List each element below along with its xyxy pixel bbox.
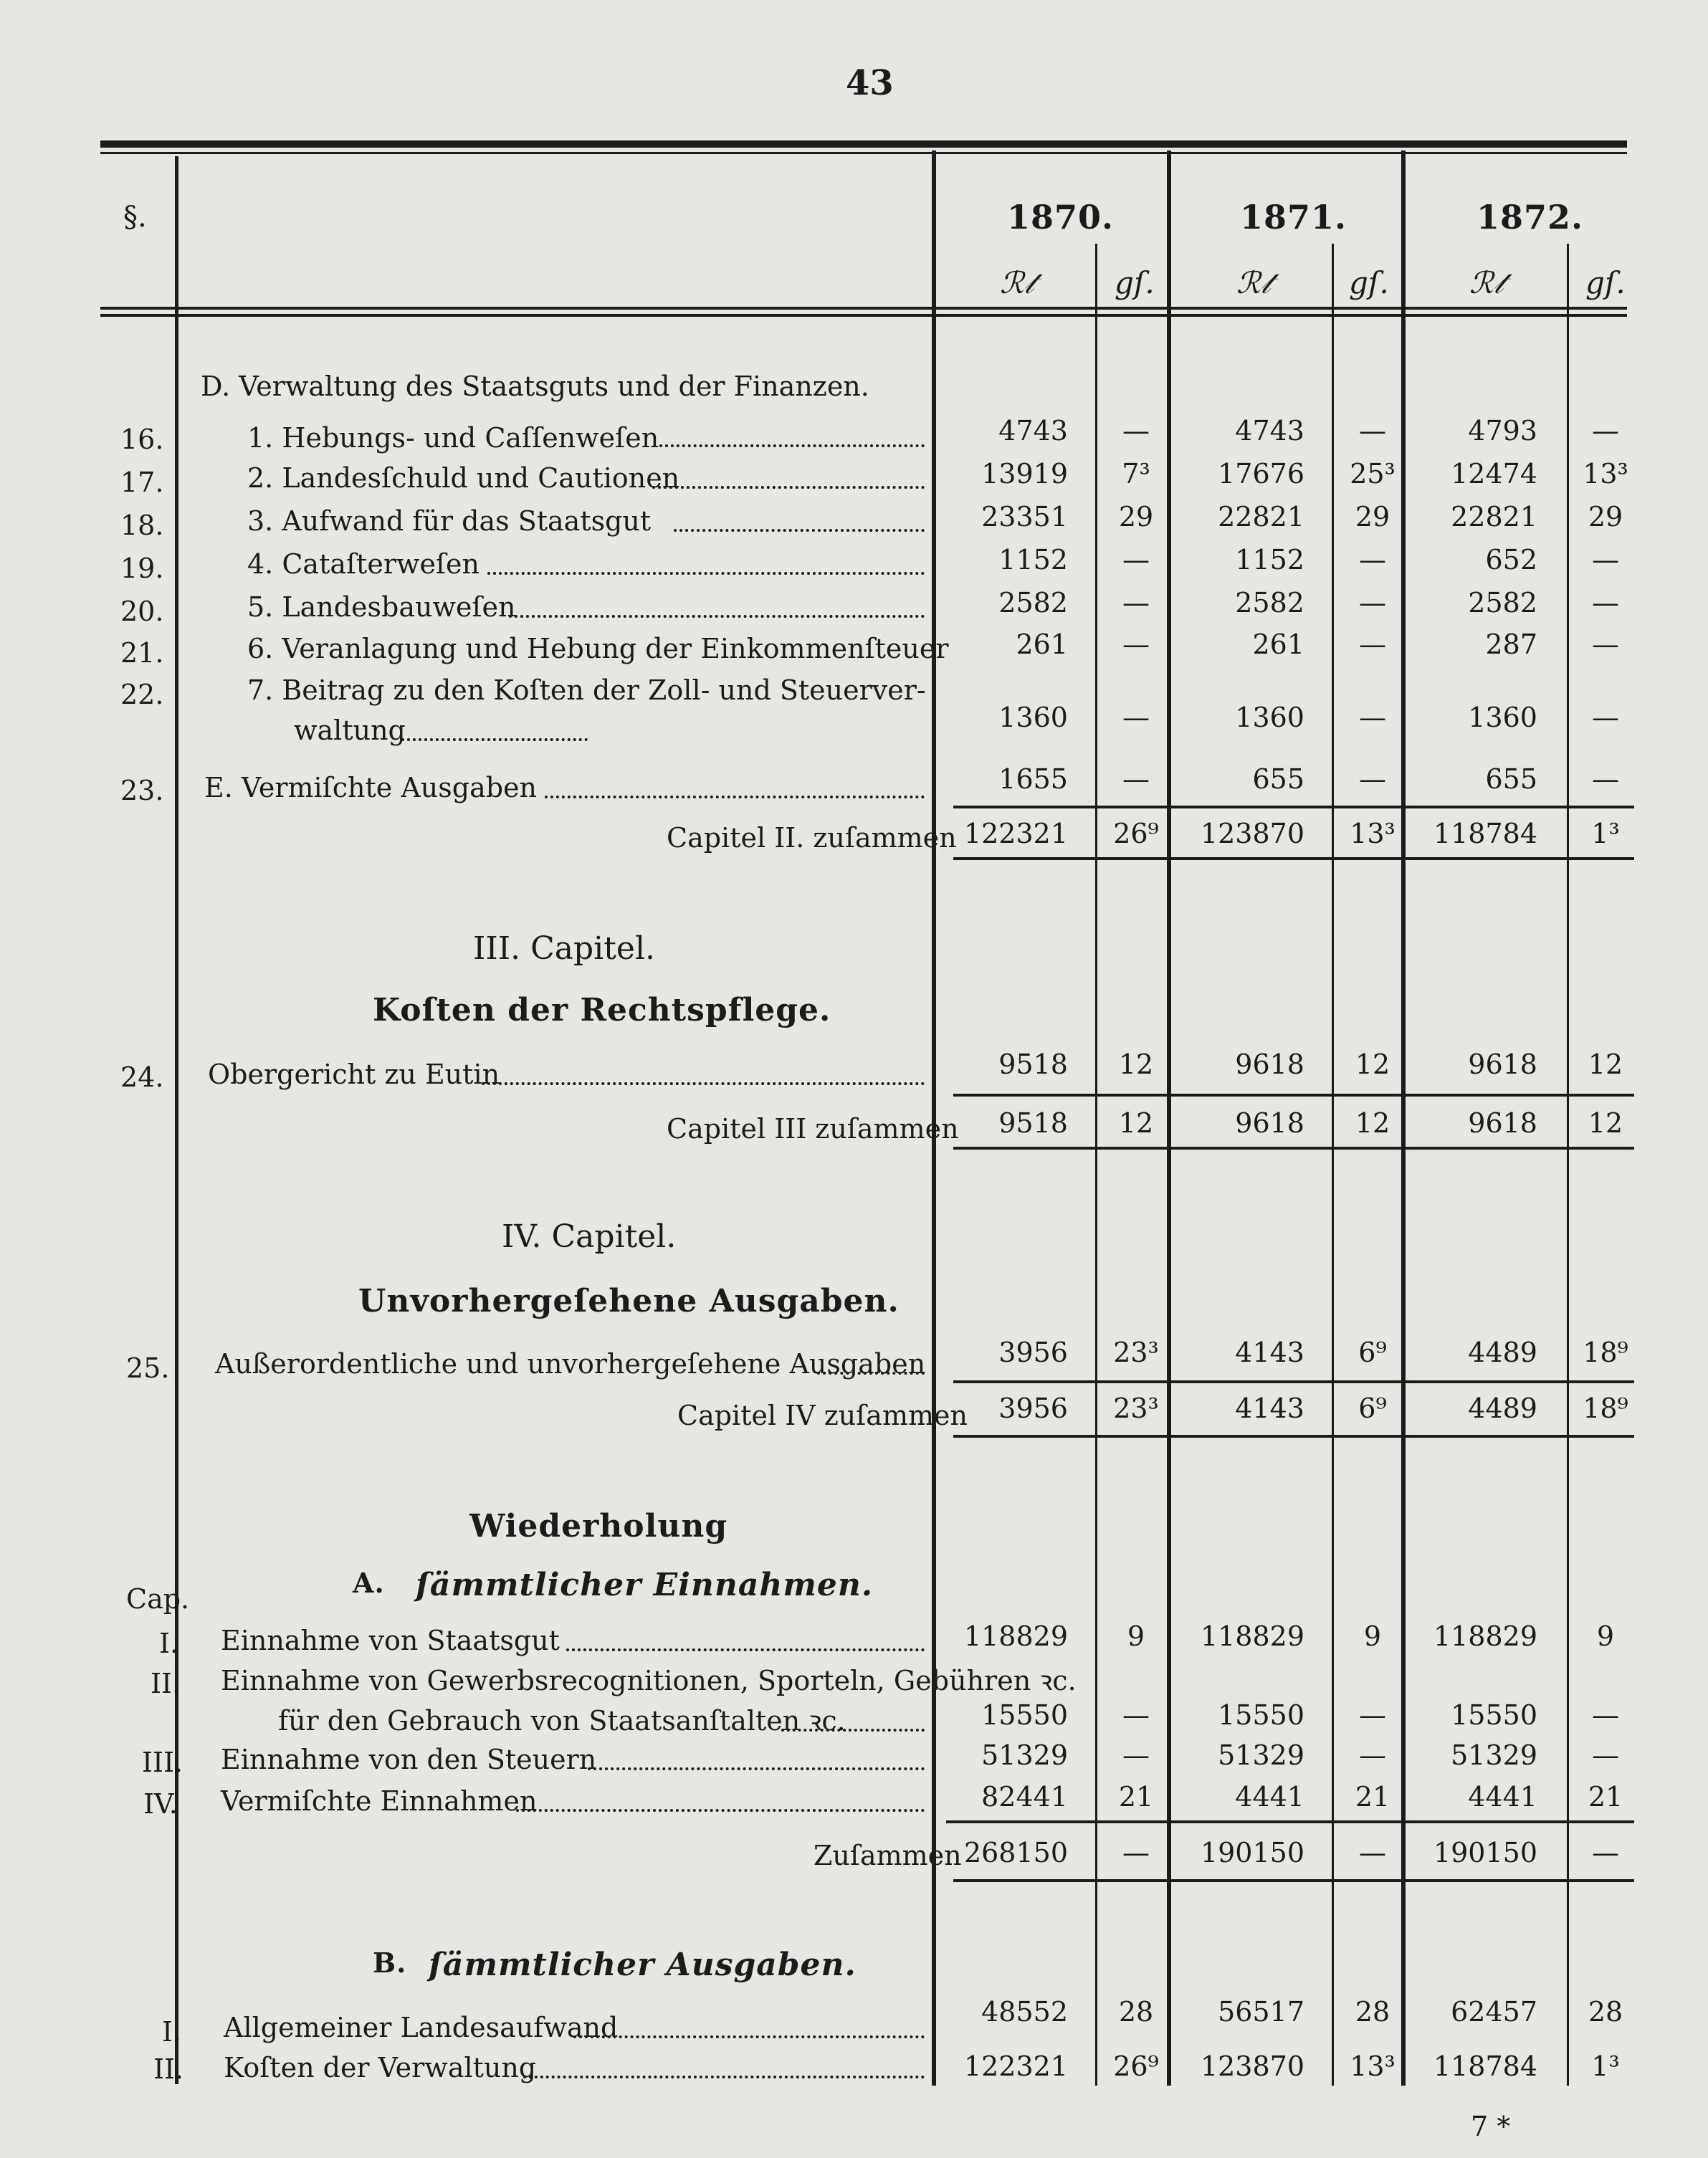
value-1871: 17676 xyxy=(1218,458,1304,490)
total-groschen-1871: 12 xyxy=(1355,1107,1390,1139)
value-1870: 48552 xyxy=(981,1996,1068,2028)
signature-mark: 7 * xyxy=(1471,2111,1511,2142)
groschen-1871: 29 xyxy=(1355,501,1390,533)
value-1870: 261 xyxy=(1016,629,1068,660)
value-1872: 4489 xyxy=(1468,1337,1537,1368)
total-groschen-1871: 6⁹ xyxy=(1358,1393,1387,1424)
dot-leader xyxy=(487,572,925,575)
groschen-1872: — xyxy=(1592,415,1619,447)
cap-number: I. xyxy=(159,1628,179,1659)
value-1872: 9618 xyxy=(1468,1049,1537,1080)
total-groschen-1872: — xyxy=(1592,1837,1619,1868)
groschen-1871: 9 xyxy=(1363,1620,1382,1652)
row-label: 6. Veranlagung und Hebung der Einkommenſteuer xyxy=(247,633,949,664)
dot-leader xyxy=(523,2076,925,2078)
value-1872: 62457 xyxy=(1451,1996,1537,2028)
cap-column-label: Cap. xyxy=(126,1583,190,1615)
groschen-1870: — xyxy=(1122,415,1150,447)
header-rule-2 xyxy=(100,314,1627,317)
total-1872: 118784 xyxy=(1433,818,1537,849)
par-number: 24. xyxy=(120,1061,164,1093)
value-1872: 2582 xyxy=(1468,587,1537,619)
total-rule xyxy=(953,1147,1634,1150)
groschen-1872: — xyxy=(1592,1699,1619,1731)
value-1872: 118784 xyxy=(1433,2050,1537,2082)
total-groschen-1870: — xyxy=(1122,1837,1150,1868)
dot-leader xyxy=(659,444,925,447)
dot-leader xyxy=(652,486,925,489)
groschen-1871: — xyxy=(1359,415,1386,447)
row-label: Einnahme von den Steuern xyxy=(221,1744,597,1775)
dot-leader xyxy=(573,2035,925,2038)
total-1871: 190150 xyxy=(1200,1837,1304,1868)
value-1871: 1152 xyxy=(1235,544,1304,576)
dot-leader xyxy=(674,529,925,532)
value-1870: 4743 xyxy=(998,415,1068,447)
dot-leader xyxy=(509,615,925,618)
groschen-1870: — xyxy=(1122,702,1150,733)
total-1870: 268150 xyxy=(963,1837,1068,1868)
row-label-continued: waltung xyxy=(294,715,406,746)
value-1872: 4793 xyxy=(1468,415,1537,447)
income-total-label: Zuſammen xyxy=(814,1840,962,1871)
cap-number: III. xyxy=(142,1747,183,1778)
value-1870: 23351 xyxy=(981,501,1068,533)
expense-heading: ſämmtlicher Ausgaben. xyxy=(429,1947,857,1983)
chapter4-title: IV. Capitel. xyxy=(502,1218,677,1255)
dot-leader xyxy=(545,796,925,798)
value-1870: 3956 xyxy=(998,1337,1068,1368)
value-1871: 261 xyxy=(1252,629,1304,660)
value-1872: 652 xyxy=(1485,544,1537,576)
total-groschen-1870: 23³ xyxy=(1113,1393,1159,1424)
value-1872: 287 xyxy=(1485,629,1537,660)
value-1871: 123870 xyxy=(1200,2050,1304,2082)
par-number: 23. xyxy=(120,775,164,806)
dot-leader xyxy=(401,738,588,741)
groschen-1872: 21 xyxy=(1588,1781,1623,1813)
value-1870: 15550 xyxy=(981,1699,1068,1731)
total-1870: 9518 xyxy=(998,1107,1068,1139)
groschen-1870: 21 xyxy=(1118,1781,1154,1813)
total-1872: 190150 xyxy=(1433,1837,1537,1868)
groschen-1872: — xyxy=(1592,629,1619,660)
value-1872: 1360 xyxy=(1468,702,1537,733)
groschen-1872: 9 xyxy=(1596,1620,1615,1652)
value-1871: 1360 xyxy=(1235,702,1304,733)
par-number: 19. xyxy=(120,553,164,584)
groschen-1870: — xyxy=(1122,763,1150,795)
groschen-1872: — xyxy=(1592,763,1619,795)
chapter3-subtitle: Koſten der Rechtspflege. xyxy=(373,992,831,1028)
value-1870: 2582 xyxy=(998,587,1068,619)
cap-number: I. xyxy=(162,2016,182,2048)
row-label: Koſten der Verwaltung xyxy=(224,2052,537,2083)
value-1872: 15550 xyxy=(1451,1699,1537,1731)
groschen-1872: 13³ xyxy=(1583,458,1628,490)
dot-leader xyxy=(817,1372,925,1375)
total-1871: 4143 xyxy=(1235,1393,1304,1424)
chapter3-title: III. Capitel. xyxy=(473,930,656,967)
total-groschen-1872: 12 xyxy=(1588,1107,1623,1139)
groschen-1871: — xyxy=(1359,702,1386,733)
groschen-1870: — xyxy=(1122,1739,1150,1771)
total-groschen-1870: 26⁹ xyxy=(1113,818,1159,849)
groschen-1871: — xyxy=(1359,1699,1386,1731)
value-1872: 4441 xyxy=(1468,1781,1537,1813)
groschen-1870: 26⁹ xyxy=(1113,2050,1159,2082)
value-1870: 13919 xyxy=(981,458,1068,490)
page-number: 43 xyxy=(846,63,894,103)
groschen-1872: 1³ xyxy=(1591,2050,1620,2082)
groschen-1871: 21 xyxy=(1355,1781,1390,1813)
row-label: Allgemeiner Landesaufwand xyxy=(224,2012,619,2043)
row-label: Vermiſchte Einnahmen xyxy=(221,1785,538,1817)
cap-number: IV. xyxy=(143,1788,178,1820)
value-1870: 1152 xyxy=(998,544,1068,576)
header-rule xyxy=(100,307,1627,310)
income-heading-letter: A. xyxy=(353,1567,385,1599)
total-rule xyxy=(953,1435,1634,1438)
row-label: 7. Beitrag zu den Koſten der Zoll- und Steuerver- xyxy=(247,674,926,706)
row-label: Obergericht zu Eutin xyxy=(208,1059,500,1090)
groschen-1871: — xyxy=(1359,763,1386,795)
total-groschen-1870: 12 xyxy=(1118,1107,1154,1139)
row-label: E. Vermiſchte Ausgaben xyxy=(204,772,538,803)
total-groschen-1871: 13³ xyxy=(1350,818,1395,849)
groschen-1871: — xyxy=(1359,587,1386,619)
row-label: Einnahme von Gewerbsrecognitionen, Sporteln, Gebühren ꝛc. xyxy=(221,1665,1077,1696)
value-1870: 1655 xyxy=(998,763,1068,795)
dot-leader xyxy=(516,1809,925,1812)
value-1870: 51329 xyxy=(981,1739,1068,1771)
unit-thaler-1870: ℛ𝓉 xyxy=(1000,265,1034,300)
value-1872: 12474 xyxy=(1451,458,1537,490)
value-1870: 118829 xyxy=(963,1620,1068,1652)
row-label-continued: für den Gebrauch von Staatsanſtalten ꝛc. xyxy=(278,1705,846,1737)
row-label: Einnahme von Staatsgut xyxy=(221,1625,560,1656)
groschen-1871: — xyxy=(1359,544,1386,576)
cap-number: II. xyxy=(153,2053,184,2085)
groschen-1870: — xyxy=(1122,544,1150,576)
header-section-symbol: §. xyxy=(123,201,147,234)
row-label: Außerordentliche und unvorhergeſehene Ausgaben xyxy=(215,1348,926,1380)
groschen-1870: 7³ xyxy=(1122,458,1150,490)
value-1871: 9618 xyxy=(1235,1049,1304,1080)
income-heading: ſämmtlicher Einnahmen. xyxy=(416,1567,874,1603)
total-rule xyxy=(953,1879,1634,1882)
subtotal-rule xyxy=(953,1094,1634,1097)
total-1871: 9618 xyxy=(1235,1107,1304,1139)
row-label: 1. Hebungs- und Caſſenweſen xyxy=(247,422,659,454)
par-number: 17. xyxy=(120,467,164,498)
par-number: 21. xyxy=(120,637,164,669)
section-d-heading: D. Verwaltung des Staatsguts und der Finanzen. xyxy=(201,371,869,402)
groschen-1870: 12 xyxy=(1118,1049,1154,1080)
col-rule-g1871 xyxy=(1332,244,1334,2086)
unit-groschen-1872: gſ. xyxy=(1585,265,1626,300)
value-1871: 51329 xyxy=(1218,1739,1304,1771)
groschen-1870: 28 xyxy=(1118,1996,1154,2028)
groschen-1871: 25³ xyxy=(1350,458,1395,490)
groschen-1872: 29 xyxy=(1588,501,1623,533)
groschen-1871: — xyxy=(1359,1739,1386,1771)
chapter4-total-label: Capitel IV zuſammen xyxy=(677,1400,968,1431)
groschen-1871: 12 xyxy=(1355,1049,1390,1080)
dot-leader xyxy=(781,1729,925,1732)
groschen-1871: — xyxy=(1359,629,1386,660)
groschen-1871: 28 xyxy=(1355,1996,1390,2028)
unit-thaler-1871: ℛ𝓉 xyxy=(1236,265,1271,300)
subtotal-rule xyxy=(946,1820,1634,1823)
top-rule xyxy=(100,140,1627,148)
value-1870: 122321 xyxy=(963,2050,1068,2082)
total-groschen-1872: 1³ xyxy=(1591,818,1620,849)
groschen-1870: — xyxy=(1122,629,1150,660)
dot-leader xyxy=(482,1082,925,1085)
value-1871: 15550 xyxy=(1218,1699,1304,1731)
summary-title: Wiederholung xyxy=(469,1508,728,1545)
header-year-1872: 1872. xyxy=(1476,198,1584,237)
groschen-1870: 29 xyxy=(1118,501,1154,533)
total-1871: 123870 xyxy=(1200,818,1304,849)
subtotal-rule xyxy=(953,806,1634,808)
groschen-1871: 6⁹ xyxy=(1358,1337,1387,1368)
row-label: 4. Cataſterweſen xyxy=(247,548,480,580)
value-1871: 2582 xyxy=(1235,587,1304,619)
total-1872: 4489 xyxy=(1468,1393,1537,1424)
total-groschen-1871: — xyxy=(1359,1837,1386,1868)
value-1870: 9518 xyxy=(998,1049,1068,1080)
expense-heading-letter: B. xyxy=(373,1947,407,1979)
total-1870: 122321 xyxy=(963,818,1068,849)
groschen-1872: 18⁹ xyxy=(1583,1337,1628,1368)
total-rule xyxy=(953,857,1634,860)
groschen-1870: — xyxy=(1122,587,1150,619)
chapter4-subtitle: Unvorhergeſehene Ausgaben. xyxy=(358,1283,900,1319)
total-groschen-1872: 18⁹ xyxy=(1583,1393,1628,1424)
value-1872: 655 xyxy=(1485,763,1537,795)
dot-leader xyxy=(566,1648,925,1651)
top-rule-thin xyxy=(100,152,1627,154)
groschen-1871: 13³ xyxy=(1350,2050,1395,2082)
value-1870: 82441 xyxy=(981,1781,1068,1813)
par-number: 20. xyxy=(120,596,164,627)
value-1871: 4441 xyxy=(1235,1781,1304,1813)
groschen-1872: — xyxy=(1592,544,1619,576)
value-1871: 56517 xyxy=(1218,1996,1304,2028)
row-label: 2. Landesſchuld und Cautionen xyxy=(247,462,680,494)
groschen-1872: — xyxy=(1592,702,1619,733)
value-1871: 118829 xyxy=(1200,1620,1304,1652)
par-number: 18. xyxy=(120,510,164,541)
groschen-1870: — xyxy=(1122,1699,1150,1731)
cap-number: II. xyxy=(151,1668,181,1699)
total-1872: 9618 xyxy=(1468,1107,1537,1139)
groschen-1872: 12 xyxy=(1588,1049,1623,1080)
groschen-1872: — xyxy=(1592,587,1619,619)
groschen-1872: 28 xyxy=(1588,1996,1623,2028)
groschen-1870: 9 xyxy=(1127,1620,1145,1652)
row-label: 3. Aufwand für das Staatsgut xyxy=(247,505,652,537)
row-label: 5. Landesbauweſen xyxy=(247,591,516,623)
col-rule-g1872 xyxy=(1567,244,1569,2086)
unit-thaler-1872: ℛ𝓉 xyxy=(1469,265,1504,300)
dot-leader xyxy=(588,1767,925,1770)
value-1871: 655 xyxy=(1252,763,1304,795)
chapter2-total-label: Capitel II. zuſammen xyxy=(667,822,957,854)
col-rule-g1870 xyxy=(1095,244,1097,2086)
groschen-1870: 23³ xyxy=(1113,1337,1159,1368)
par-number: 25. xyxy=(126,1352,170,1384)
par-number: 16. xyxy=(120,424,164,455)
value-1872: 51329 xyxy=(1451,1739,1537,1771)
total-1870: 3956 xyxy=(998,1393,1068,1424)
value-1870: 1360 xyxy=(998,702,1068,733)
chapter3-total-label: Capitel III zuſammen xyxy=(667,1113,959,1145)
header-year-1871: 1871. xyxy=(1240,198,1347,237)
value-1871: 4143 xyxy=(1235,1337,1304,1368)
subtotal-rule xyxy=(953,1380,1634,1383)
groschen-1872: — xyxy=(1592,1739,1619,1771)
value-1872: 22821 xyxy=(1451,501,1537,533)
value-1871: 22821 xyxy=(1218,501,1304,533)
value-1871: 4743 xyxy=(1235,415,1304,447)
par-number: 22. xyxy=(120,679,164,710)
unit-groschen-1871: gſ. xyxy=(1349,265,1389,300)
value-1872: 118829 xyxy=(1433,1620,1537,1652)
header-year-1870: 1870. xyxy=(1007,198,1115,237)
unit-groschen-1870: gſ. xyxy=(1115,265,1155,300)
